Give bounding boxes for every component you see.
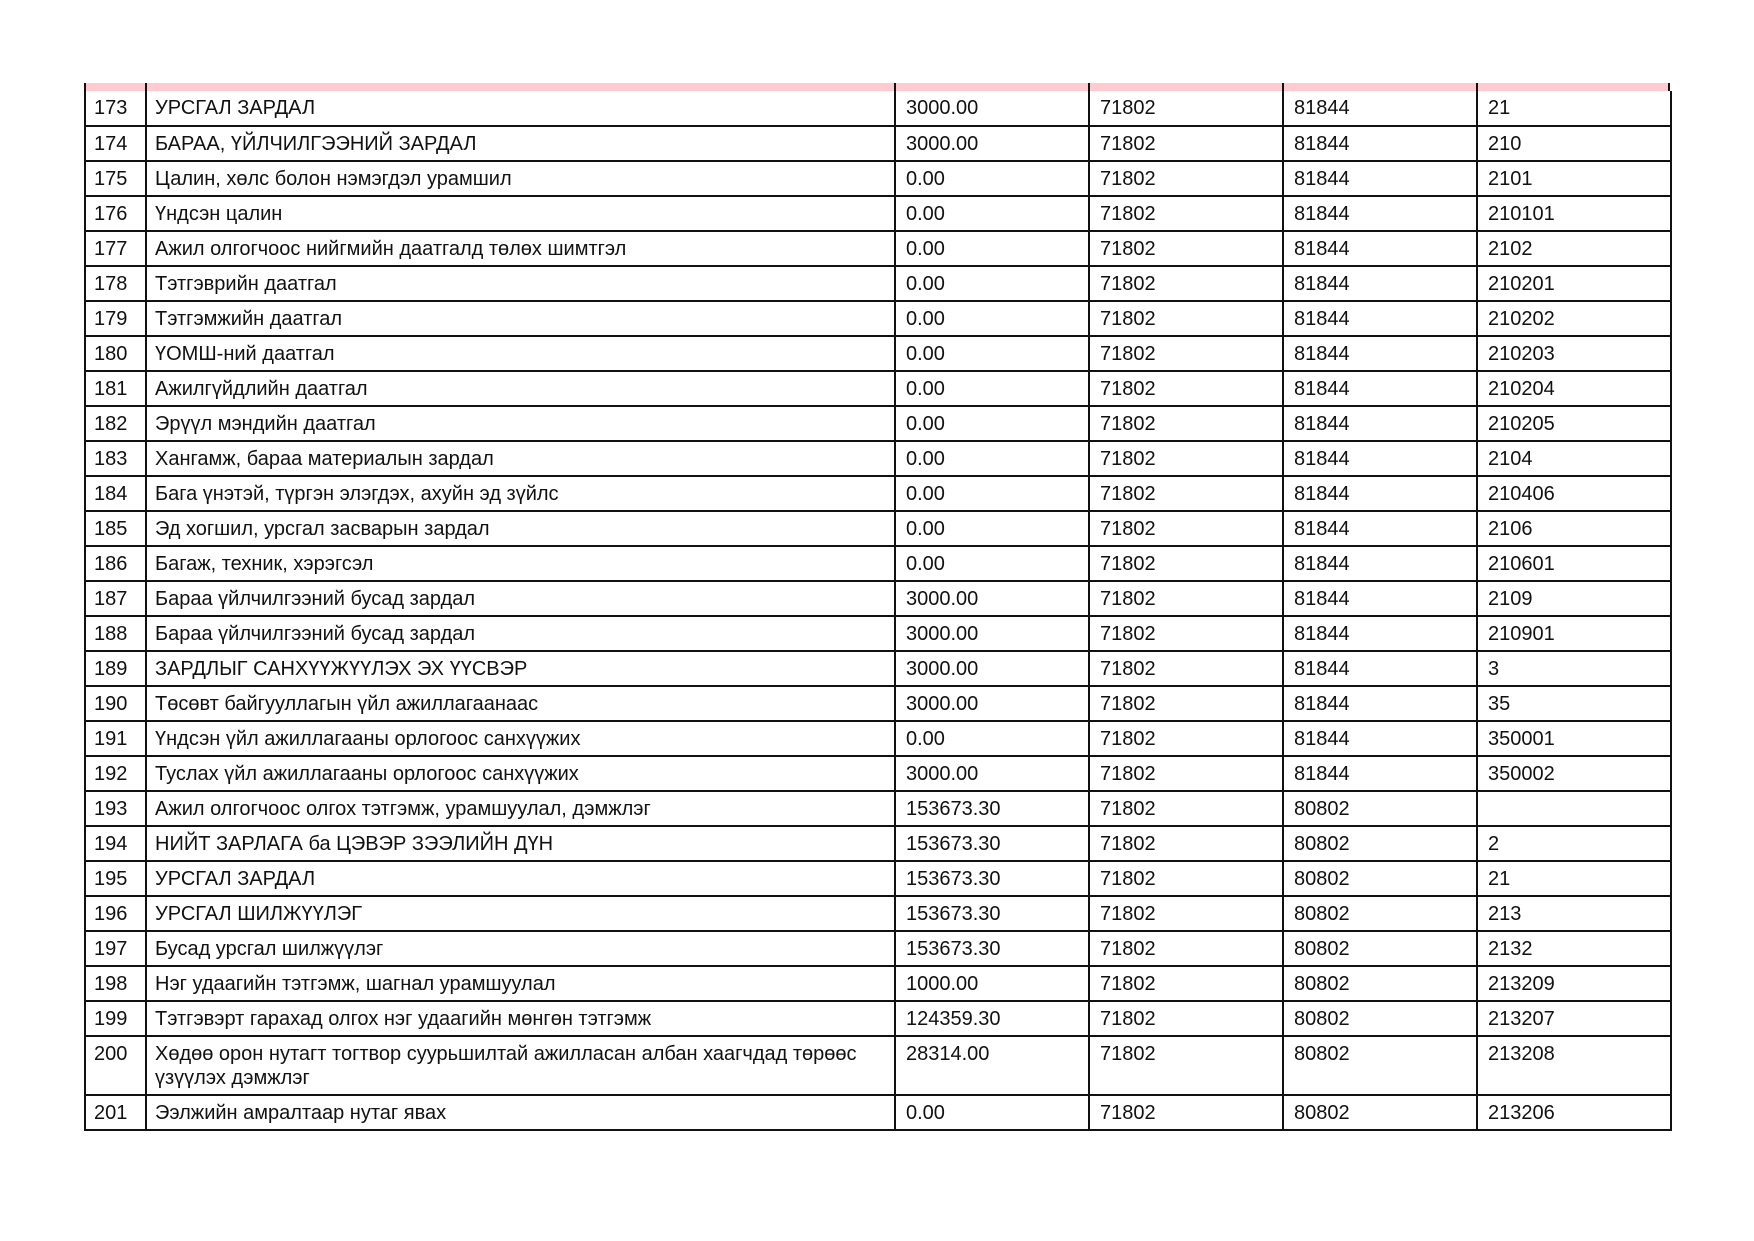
row-econ-code: 2109 bbox=[1477, 581, 1671, 616]
row-amount: 124359.30 bbox=[895, 1001, 1089, 1036]
row-description: Хангамж, бараа материалын зардал bbox=[146, 441, 895, 476]
row-description: Бараа үйлчилгээний бусад зардал bbox=[146, 616, 895, 651]
row-index: 196 bbox=[85, 896, 146, 931]
row-index: 199 bbox=[85, 1001, 146, 1036]
row-amount: 0.00 bbox=[895, 1095, 1089, 1130]
budget-table-container bbox=[84, 83, 1670, 1131]
row-index: 178 bbox=[85, 266, 146, 301]
row-code-a: 71802 bbox=[1089, 1001, 1283, 1036]
row-description: Бага үнэтэй, түргэн элэгдэх, ахуйн эд зүйлс bbox=[146, 476, 895, 511]
row-code-a: 71802 bbox=[1089, 896, 1283, 931]
row-code-a: 71802 bbox=[1089, 301, 1283, 336]
row-amount: 0.00 bbox=[895, 371, 1089, 406]
row-code-a: 71802 bbox=[1089, 721, 1283, 756]
row-code-b: 80802 bbox=[1283, 896, 1477, 931]
row-amount: 153673.30 bbox=[895, 931, 1089, 966]
row-code-b: 80802 bbox=[1283, 1001, 1477, 1036]
row-code-b: 80802 bbox=[1283, 1036, 1477, 1095]
row-code-a: 71802 bbox=[1089, 91, 1283, 126]
row-index: 173 bbox=[85, 91, 146, 126]
row-index: 187 bbox=[85, 581, 146, 616]
row-code-a: 71802 bbox=[1089, 196, 1283, 231]
row-code-a: 71802 bbox=[1089, 616, 1283, 651]
row-description: ҮОМШ-ний даатгал bbox=[146, 336, 895, 371]
table-row bbox=[85, 126, 1671, 161]
row-econ-code: 213 bbox=[1477, 896, 1671, 931]
row-index: 191 bbox=[85, 721, 146, 756]
row-econ-code: 2106 bbox=[1477, 511, 1671, 546]
row-index: 185 bbox=[85, 511, 146, 546]
row-econ-code: 350002 bbox=[1477, 756, 1671, 791]
row-index: 190 bbox=[85, 686, 146, 721]
table-row bbox=[85, 966, 1671, 1001]
row-index: 183 bbox=[85, 441, 146, 476]
row-index: 181 bbox=[85, 371, 146, 406]
row-code-a: 71802 bbox=[1089, 336, 1283, 371]
row-econ-code: 213206 bbox=[1477, 1095, 1671, 1130]
row-index: 186 bbox=[85, 546, 146, 581]
row-description: Үндсэн үйл ажиллагааны орлогоос санхүүжих bbox=[146, 721, 895, 756]
row-code-b: 81844 bbox=[1283, 721, 1477, 756]
row-amount: 0.00 bbox=[895, 406, 1089, 441]
row-econ-code: 213208 bbox=[1477, 1036, 1671, 1095]
row-amount: 0.00 bbox=[895, 546, 1089, 581]
row-description: ЗАРДЛЫГ САНХҮҮЖҮҮЛЭХ ЭХ ҮҮСВЭР bbox=[146, 651, 895, 686]
row-econ-code: 35 bbox=[1477, 686, 1671, 721]
row-code-a: 71802 bbox=[1089, 826, 1283, 861]
row-amount: 3000.00 bbox=[895, 686, 1089, 721]
table-row bbox=[85, 441, 1671, 476]
row-description: Ээлжийн амралтаар нутаг явах bbox=[146, 1095, 895, 1130]
row-code-b: 80802 bbox=[1283, 966, 1477, 1001]
row-code-b: 81844 bbox=[1283, 756, 1477, 791]
row-code-a: 71802 bbox=[1089, 476, 1283, 511]
row-amount: 0.00 bbox=[895, 476, 1089, 511]
row-description: Бусад урсгал шилжүүлэг bbox=[146, 931, 895, 966]
row-description: Ажилгүйдлийн даатгал bbox=[146, 371, 895, 406]
row-code-a: 71802 bbox=[1089, 1095, 1283, 1130]
row-index: 188 bbox=[85, 616, 146, 651]
row-code-b: 81844 bbox=[1283, 581, 1477, 616]
row-code-b: 80802 bbox=[1283, 791, 1477, 826]
row-amount: 28314.00 bbox=[895, 1036, 1089, 1095]
row-description: Ажил олгогчоос олгох тэтгэмж, урамшуулал, дэмжлэг bbox=[146, 791, 895, 826]
table-row bbox=[85, 546, 1671, 581]
row-econ-code: 2 bbox=[1477, 826, 1671, 861]
row-amount: 0.00 bbox=[895, 721, 1089, 756]
row-description: Үндсэн цалин bbox=[146, 196, 895, 231]
table-row bbox=[85, 861, 1671, 896]
row-code-b: 80802 bbox=[1283, 1095, 1477, 1130]
row-amount: 0.00 bbox=[895, 196, 1089, 231]
row-code-b: 81844 bbox=[1283, 651, 1477, 686]
row-code-a: 71802 bbox=[1089, 126, 1283, 161]
row-econ-code: 2104 bbox=[1477, 441, 1671, 476]
row-code-b: 80802 bbox=[1283, 931, 1477, 966]
row-code-b: 81844 bbox=[1283, 476, 1477, 511]
table-top-band bbox=[84, 83, 1670, 91]
row-econ-code: 210101 bbox=[1477, 196, 1671, 231]
row-amount: 3000.00 bbox=[895, 91, 1089, 126]
table-row bbox=[85, 1001, 1671, 1036]
row-econ-code: 350001 bbox=[1477, 721, 1671, 756]
row-code-a: 71802 bbox=[1089, 441, 1283, 476]
row-econ-code: 210205 bbox=[1477, 406, 1671, 441]
row-code-a: 71802 bbox=[1089, 581, 1283, 616]
row-code-b: 80802 bbox=[1283, 826, 1477, 861]
row-index: 175 bbox=[85, 161, 146, 196]
table-row bbox=[85, 196, 1671, 231]
row-amount: 153673.30 bbox=[895, 826, 1089, 861]
row-code-b: 81844 bbox=[1283, 616, 1477, 651]
row-description: Тэтгэмжийн даатгал bbox=[146, 301, 895, 336]
table-row bbox=[85, 896, 1671, 931]
row-index: 176 bbox=[85, 196, 146, 231]
row-description: Туслах үйл ажиллагааны орлогоос санхүүжих bbox=[146, 756, 895, 791]
row-code-a: 71802 bbox=[1089, 686, 1283, 721]
table-row bbox=[85, 1095, 1671, 1130]
row-econ-code: 210 bbox=[1477, 126, 1671, 161]
band-divider bbox=[145, 83, 147, 91]
row-description: НИЙТ ЗАРЛАГА ба ЦЭВЭР ЗЭЭЛИЙН ДҮН bbox=[146, 826, 895, 861]
row-description: Бараа үйлчилгээний бусад зардал bbox=[146, 581, 895, 616]
row-description: УРСГАЛ ЗАРДАЛ bbox=[146, 91, 895, 126]
row-amount: 0.00 bbox=[895, 301, 1089, 336]
row-econ-code: 210203 bbox=[1477, 336, 1671, 371]
row-amount: 153673.30 bbox=[895, 861, 1089, 896]
row-index: 193 bbox=[85, 791, 146, 826]
row-description: Ажил олгогчоос нийгмийн даатгалд төлөх шимтгэл bbox=[146, 231, 895, 266]
table-row bbox=[85, 476, 1671, 511]
row-description: Цалин, хөлс болон нэмэгдэл урамшил bbox=[146, 161, 895, 196]
row-econ-code: 3 bbox=[1477, 651, 1671, 686]
row-amount: 0.00 bbox=[895, 441, 1089, 476]
row-code-b: 80802 bbox=[1283, 861, 1477, 896]
row-amount: 3000.00 bbox=[895, 581, 1089, 616]
row-description: БАРАА, ҮЙЛЧИЛГЭЭНИЙ ЗАРДАЛ bbox=[146, 126, 895, 161]
table-row bbox=[85, 231, 1671, 266]
row-amount: 0.00 bbox=[895, 336, 1089, 371]
table-row bbox=[85, 1036, 1671, 1095]
row-econ-code bbox=[1477, 791, 1671, 826]
row-description: Багаж, техник, хэрэгсэл bbox=[146, 546, 895, 581]
row-code-b: 81844 bbox=[1283, 91, 1477, 126]
row-amount: 0.00 bbox=[895, 511, 1089, 546]
row-description: УРСГАЛ ЗАРДАЛ bbox=[146, 861, 895, 896]
row-econ-code: 210406 bbox=[1477, 476, 1671, 511]
row-code-a: 71802 bbox=[1089, 1036, 1283, 1095]
row-amount: 0.00 bbox=[895, 266, 1089, 301]
row-index: 195 bbox=[85, 861, 146, 896]
row-description: Нэг удаагийн тэтгэмж, шагнал урамшуулал bbox=[146, 966, 895, 1001]
row-code-b: 81844 bbox=[1283, 266, 1477, 301]
row-index: 197 bbox=[85, 931, 146, 966]
row-index: 194 bbox=[85, 826, 146, 861]
table-row bbox=[85, 266, 1671, 301]
row-econ-code: 21 bbox=[1477, 91, 1671, 126]
row-code-a: 71802 bbox=[1089, 161, 1283, 196]
row-code-a: 71802 bbox=[1089, 406, 1283, 441]
table-row bbox=[85, 91, 1671, 126]
row-amount: 3000.00 bbox=[895, 651, 1089, 686]
row-index: 174 bbox=[85, 126, 146, 161]
row-code-a: 71802 bbox=[1089, 546, 1283, 581]
row-econ-code: 2102 bbox=[1477, 231, 1671, 266]
row-code-b: 81844 bbox=[1283, 441, 1477, 476]
table-row bbox=[85, 406, 1671, 441]
row-code-a: 71802 bbox=[1089, 791, 1283, 826]
row-amount: 3000.00 bbox=[895, 616, 1089, 651]
table-row bbox=[85, 826, 1671, 861]
row-description: УРСГАЛ ШИЛЖҮҮЛЭГ bbox=[146, 896, 895, 931]
band-divider bbox=[1476, 83, 1478, 91]
table-row bbox=[85, 931, 1671, 966]
table-row bbox=[85, 336, 1671, 371]
band-divider bbox=[1282, 83, 1284, 91]
row-index: 179 bbox=[85, 301, 146, 336]
row-code-a: 71802 bbox=[1089, 861, 1283, 896]
row-econ-code: 210204 bbox=[1477, 371, 1671, 406]
table-row bbox=[85, 161, 1671, 196]
band-divider bbox=[1088, 83, 1090, 91]
row-index: 201 bbox=[85, 1095, 146, 1130]
table-row bbox=[85, 511, 1671, 546]
row-code-b: 81844 bbox=[1283, 301, 1477, 336]
band-divider bbox=[894, 83, 896, 91]
row-index: 198 bbox=[85, 966, 146, 1001]
row-code-b: 81844 bbox=[1283, 336, 1477, 371]
row-amount: 153673.30 bbox=[895, 896, 1089, 931]
row-index: 184 bbox=[85, 476, 146, 511]
row-code-b: 81844 bbox=[1283, 196, 1477, 231]
row-amount: 1000.00 bbox=[895, 966, 1089, 1001]
row-econ-code: 2101 bbox=[1477, 161, 1671, 196]
row-index: 182 bbox=[85, 406, 146, 441]
row-econ-code: 210201 bbox=[1477, 266, 1671, 301]
row-code-a: 71802 bbox=[1089, 231, 1283, 266]
row-econ-code: 213209 bbox=[1477, 966, 1671, 1001]
row-description: Хөдөө орон нутагт тогтвор суурьшилтай ажилласан албан хаагчдад төрөөс үзүүлэх дэмжлэг bbox=[146, 1036, 895, 1095]
row-amount: 0.00 bbox=[895, 231, 1089, 266]
row-econ-code: 210202 bbox=[1477, 301, 1671, 336]
row-index: 180 bbox=[85, 336, 146, 371]
table-row bbox=[85, 791, 1671, 826]
row-code-a: 71802 bbox=[1089, 966, 1283, 1001]
table-row bbox=[85, 371, 1671, 406]
row-code-b: 81844 bbox=[1283, 511, 1477, 546]
row-amount: 3000.00 bbox=[895, 756, 1089, 791]
row-code-b: 81844 bbox=[1283, 126, 1477, 161]
row-code-b: 81844 bbox=[1283, 161, 1477, 196]
row-code-b: 81844 bbox=[1283, 546, 1477, 581]
row-code-a: 71802 bbox=[1089, 511, 1283, 546]
row-code-a: 71802 bbox=[1089, 931, 1283, 966]
table-row bbox=[85, 651, 1671, 686]
budget-table bbox=[84, 91, 1672, 1131]
row-description: Тэтгэврийн даатгал bbox=[146, 266, 895, 301]
table-row bbox=[85, 301, 1671, 336]
row-econ-code: 210601 bbox=[1477, 546, 1671, 581]
row-code-a: 71802 bbox=[1089, 266, 1283, 301]
table-row bbox=[85, 581, 1671, 616]
table-row bbox=[85, 616, 1671, 651]
row-econ-code: 213207 bbox=[1477, 1001, 1671, 1036]
row-description: Эрүүл мэндийн даатгал bbox=[146, 406, 895, 441]
row-code-a: 71802 bbox=[1089, 371, 1283, 406]
table-row bbox=[85, 721, 1671, 756]
table-row bbox=[85, 756, 1671, 791]
row-code-b: 81844 bbox=[1283, 231, 1477, 266]
row-code-a: 71802 bbox=[1089, 756, 1283, 791]
row-description: Тэтгэвэрт гарахад олгох нэг удаагийн мөнгөн тэтгэмж bbox=[146, 1001, 895, 1036]
table-body bbox=[85, 91, 1671, 1130]
row-econ-code: 21 bbox=[1477, 861, 1671, 896]
row-amount: 0.00 bbox=[895, 161, 1089, 196]
row-index: 192 bbox=[85, 756, 146, 791]
row-code-b: 81844 bbox=[1283, 686, 1477, 721]
row-amount: 153673.30 bbox=[895, 791, 1089, 826]
row-description: Төсөвт байгууллагын үйл ажиллагаанаас bbox=[146, 686, 895, 721]
row-index: 189 bbox=[85, 651, 146, 686]
row-description: Эд хогшил, урсгал засварын зардал bbox=[146, 511, 895, 546]
row-index: 177 bbox=[85, 231, 146, 266]
row-code-a: 71802 bbox=[1089, 651, 1283, 686]
row-code-b: 81844 bbox=[1283, 371, 1477, 406]
row-econ-code: 210901 bbox=[1477, 616, 1671, 651]
row-amount: 3000.00 bbox=[895, 126, 1089, 161]
row-code-b: 81844 bbox=[1283, 406, 1477, 441]
row-index: 200 bbox=[85, 1036, 146, 1095]
table-row bbox=[85, 686, 1671, 721]
row-econ-code: 2132 bbox=[1477, 931, 1671, 966]
